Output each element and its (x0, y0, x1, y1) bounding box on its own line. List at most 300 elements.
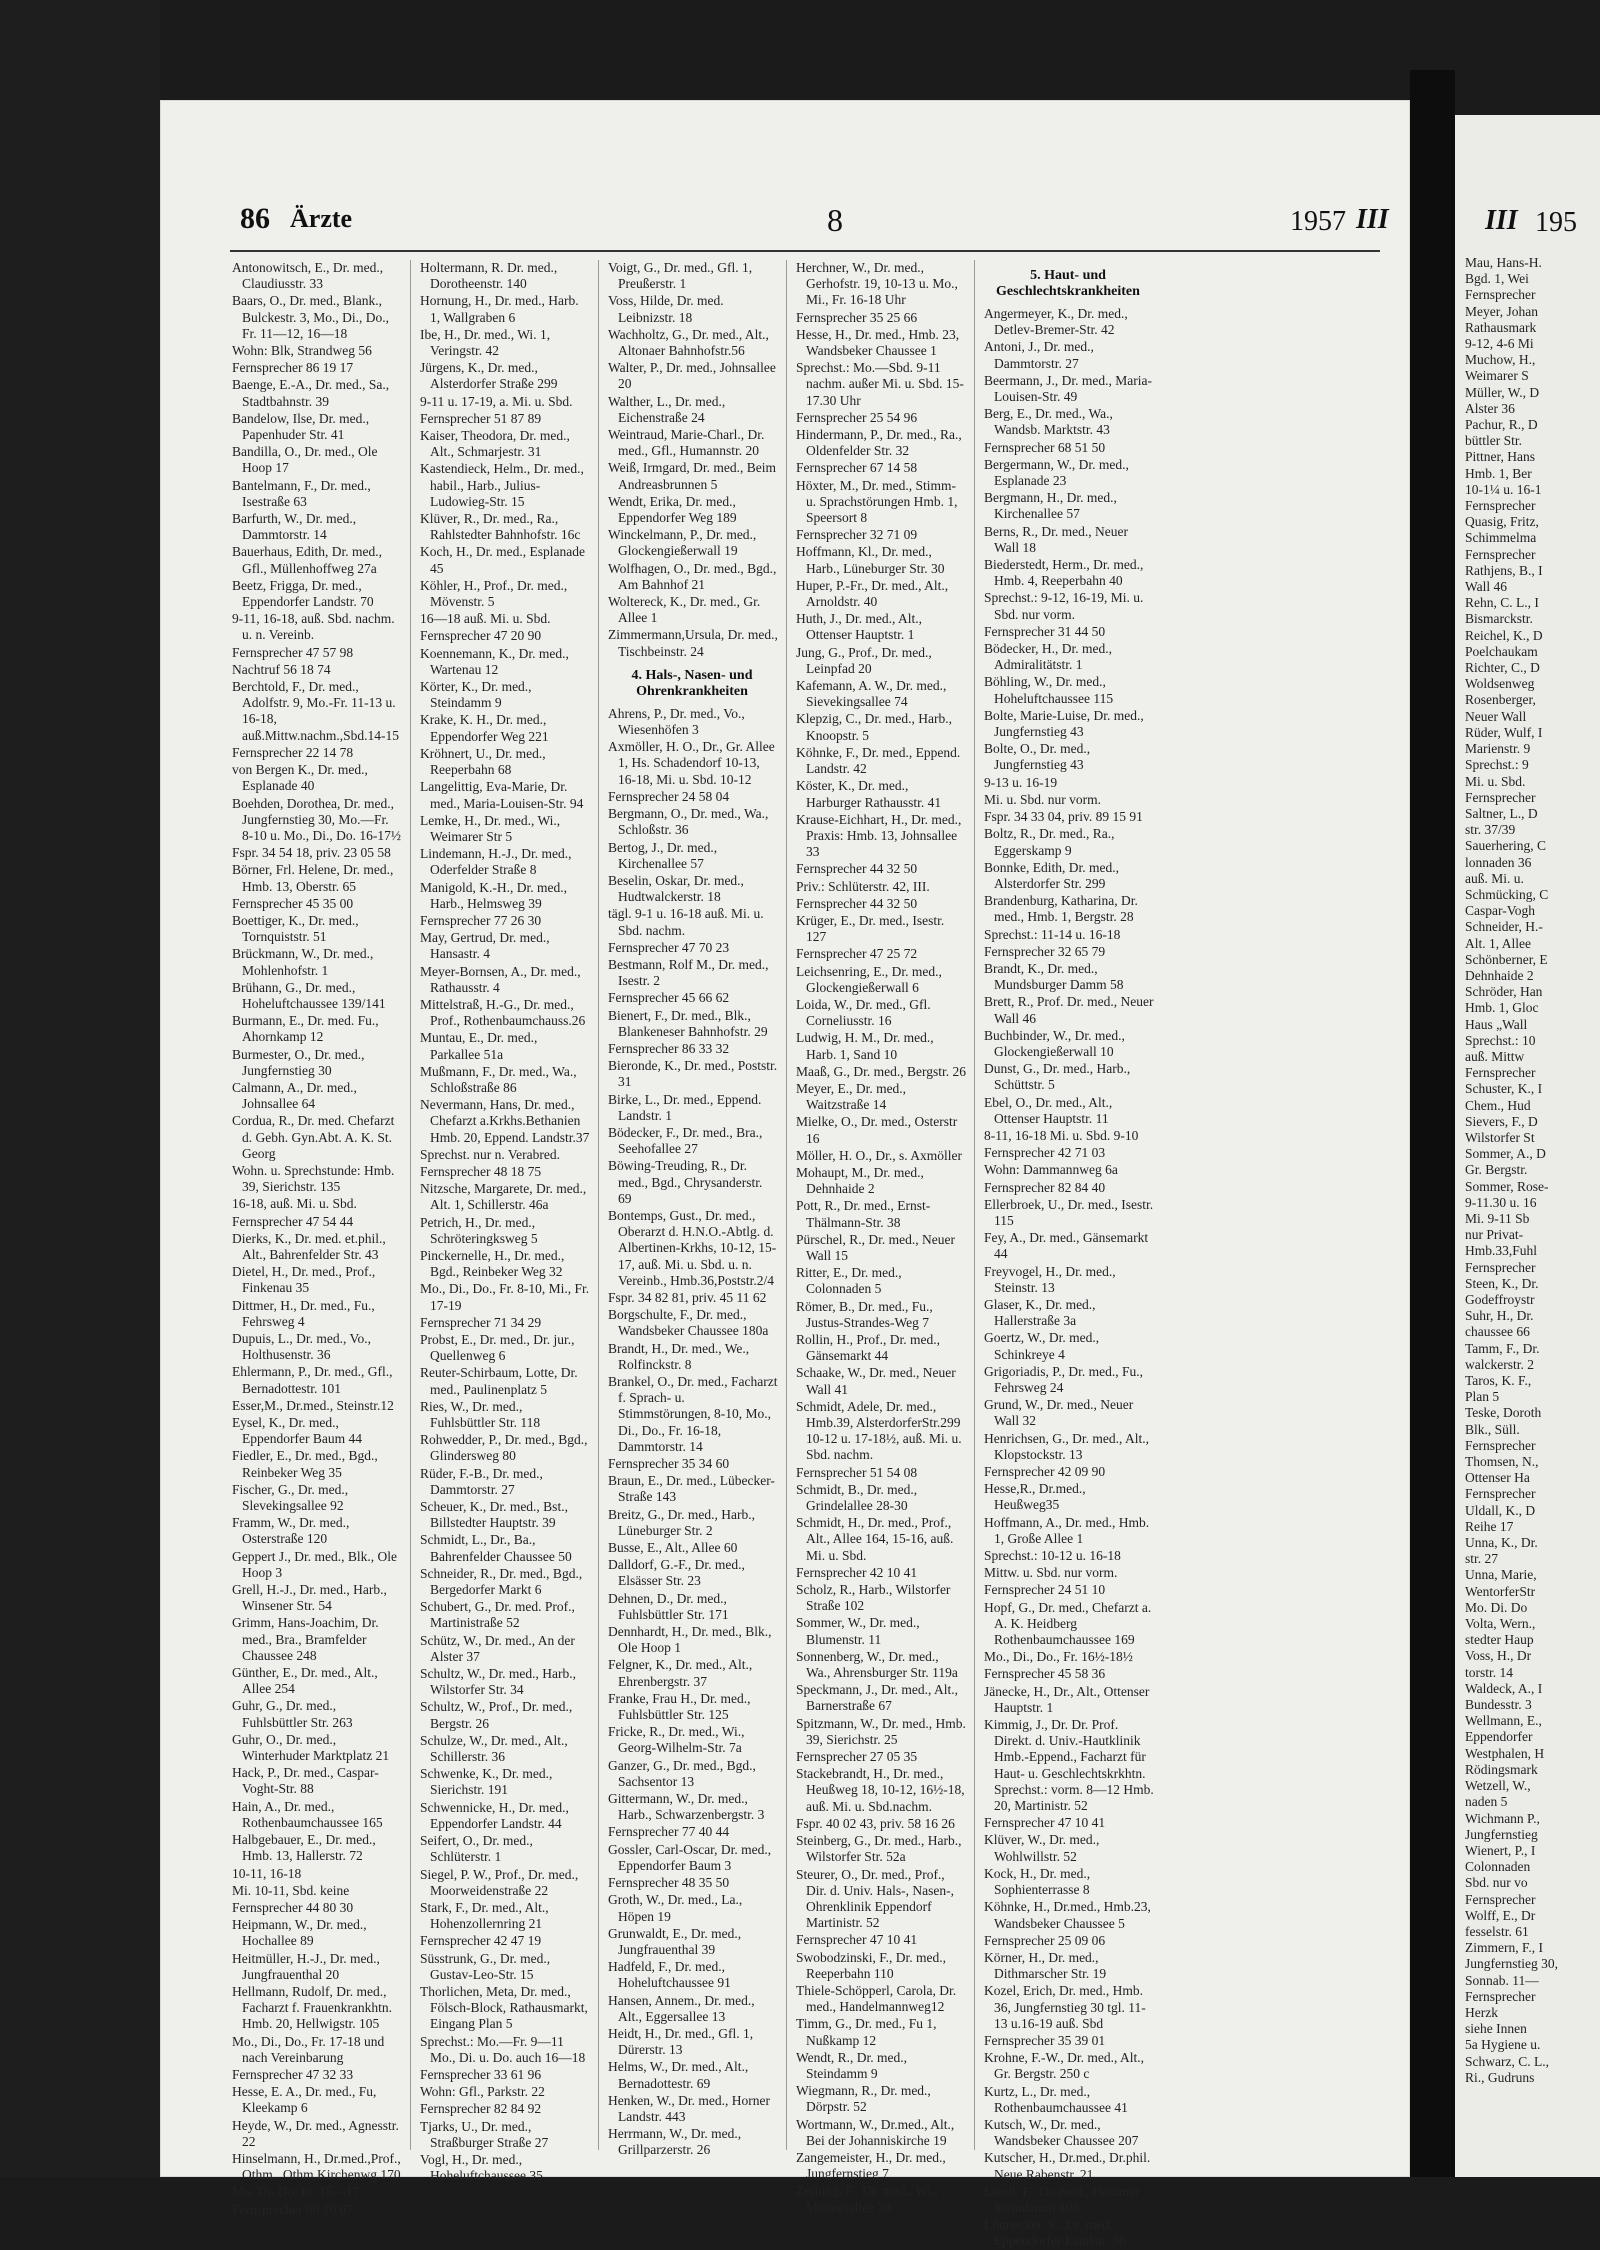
directory-entry: Klüver, W., Dr. med., Wohlwillstr. 52 (984, 1832, 1100, 1864)
directory-entry: Bauerhaus, Edith, Dr. med., Gfl., Müllenhoffweg 27a (232, 544, 382, 576)
directory-entry: Voigt, G., Dr. med., Gfl. 1, Preußerstr. 1 (608, 260, 753, 292)
directory-entry: Bergmann, O., Dr. med., Wa., Schloßstr. 36 (608, 806, 769, 838)
directory-entry: Timm, G., Dr. med., Fu 1, Nußkamp 12 (796, 2016, 937, 2048)
directory-entry: Fernsprecher 89 10 07 (232, 2201, 354, 2217)
next-page-entry: Fernsprecher (1465, 287, 1536, 303)
next-page-entry: Schuster, K., I (1465, 1081, 1543, 1097)
directory-entry: Busse, E., Alt., Allee 60 (608, 1540, 738, 1556)
directory-entry: Wiegmann, R., Dr. med., Dörpstr. 52 (796, 2083, 931, 2115)
directory-entry: Dupuis, L., Dr. med., Vo., Holthusenstr. 36 (232, 1331, 372, 1363)
volume-label: III (1356, 204, 1389, 235)
directory-entry: Fernsprecher 42 47 19 (420, 1933, 542, 1949)
next-page-entry: Saltner, L., D (1465, 805, 1538, 821)
directory-entry: Fernsprecher 45 66 62 (608, 990, 730, 1006)
directory-entry: 16—18 auß. Mi. u. Sbd. (420, 611, 551, 627)
directory-entry: Bontemps, Gust., Dr. med., Oberarzt d. H.N.O.-Abtlg. d. Albertinen-Krkhs, 10-12, 15-17, auß. Mi. u. Sbd. u. n. Vereinb., Hmb.36,Poststr.2/4 (608, 1207, 777, 1288)
next-page-entry: Uldall, K., D (1465, 1502, 1536, 1518)
directory-entry: Glaser, K., Dr. med., Hallerstraße 3a (984, 1296, 1096, 1329)
next-page-entry: Mi. 9-11 Sb (1465, 1210, 1530, 1226)
directory-entry: Gossler, Carl-Oscar, Dr. med., Eppendorfer Baum 3 (608, 1841, 772, 1873)
directory-entry: Meyer, E., Dr. med., Waitzstraße 14 (796, 1080, 907, 1113)
directory-entry: Jung, G., Prof., Dr. med., Leinpfad 20 (796, 644, 932, 676)
directory-entry: Fischer, G., Dr. med., Slevekingsallee 92 (232, 1481, 349, 1514)
directory-entry: Hellmann, Rudolf, Dr. med., Facharzt f. Frauenkrankhtn. Hmb. 20, Hellwigstr. 105 (232, 1983, 392, 2032)
directory-entry: Bolte, Marie-Luise, Dr. med., Jungfernstieg 43 (984, 707, 1144, 740)
directory-entry: Swobodzinski, F., Dr. med., Reeperbahn 110 (796, 1949, 947, 1981)
next-page-entry: Unna, K., Dr. (1465, 1535, 1538, 1551)
directory-entry: Fernsprecher 68 51 50 (984, 439, 1106, 455)
next-page-entry: Meyer, Johan (1465, 303, 1538, 319)
directory-entry: Mohaupt, M., Dr. med., Dehnhaide 2 (796, 1164, 924, 1197)
directory-entry: Fernsprecher 22 14 78 (232, 744, 354, 760)
directory-entry: Schmidt, B., Dr. med., Grindelallee 28-30 (796, 1481, 918, 1514)
next-page-entry: Gr. Bergstr. (1465, 1162, 1528, 1178)
directory-entry: Wortmann, W., Dr.med., Alt., Bei der Johanniskirche 19 (796, 2116, 955, 2148)
directory-entry: Schultz, W., Prof., Dr. med., Bergstr. 26 (420, 1699, 573, 1731)
directory-entry: Fernsprecher 82 84 40 (984, 1179, 1106, 1195)
directory-entry: Körner, H., Dr. med., Dithmarscher Str. 19 (984, 1949, 1107, 1982)
directory-entry: Fiedler, E., Dr. med., Bgd., Reinbeker Weg 35 (232, 1448, 378, 1480)
directory-entry: Mo. Di. Do. Fr. 15—17 (232, 2184, 360, 2200)
next-page-entry: Sbd. nur vo (1465, 1875, 1528, 1891)
directory-entry: Fernsprecher 24 51 10 (984, 1582, 1106, 1598)
directory-entry: Fernsprecher 82 84 92 (420, 2101, 542, 2117)
directory-entry: 10-11, 16-18 (232, 1865, 302, 1881)
directory-entry: Krake, K. H., Dr. med., Eppendorfer Weg 221 (420, 712, 549, 744)
directory-entry: Braun, E., Dr. med., Lübecker-Straße 143 (608, 1473, 775, 1505)
directory-entry: Schneider, R., Dr. med., Bgd., Bergedorfer Markt 6 (420, 1565, 583, 1598)
directory-entry: Fernsprecher 77 26 30 (420, 912, 542, 928)
column-5 (982, 260, 1154, 2249)
column-4 (794, 260, 966, 2215)
directory-entry: Hansen, Annem., Dr. med., Alt., Eggersallee 13 (608, 1992, 755, 2024)
directory-entry: Bandelow, Ilse, Dr. med., Papenhuder Str. 41 (232, 410, 370, 443)
directory-entry: Grunwaldt, E., Dr. med., Jungfrauenthal 39 (608, 1925, 742, 1957)
column-divider (974, 260, 975, 2150)
directory-entry: Brandt, H., Dr. med., We., Rolfinckstr. 8 (608, 1340, 750, 1372)
directory-entry: Burmester, O., Dr. med., Jungfernstieg 30 (232, 1046, 365, 1078)
directory-entry: Ehlermann, P., Dr. med., Gfl., Bernadottestr. 101 (232, 1364, 393, 1396)
next-page-entry: walckerstr. 2 (1465, 1356, 1534, 1372)
directory-entry: Börner, Frl. Helene, Dr. med., Hmb. 13, Oberstr. 65 (232, 862, 394, 894)
directory-entry: Rüder, F.-B., Dr. med., Dammtorstr. 27 (420, 1465, 543, 1497)
directory-entry: Mo., Di., Do., Fr. 8-10, Mi., Fr. 17-19 (420, 1281, 590, 1313)
directory-entry: Fernsprecher 47 10 41 (796, 1932, 918, 1948)
directory-entry: Berg, E., Dr. med., Wa., Wandsb. Marktstr. 43 (984, 406, 1113, 438)
next-page-entry: Mau, Hans-H. (1465, 255, 1542, 270)
directory-entry: Herrmann, W., Dr. med., Grillparzerstr. 26 (608, 2126, 742, 2158)
column-divider (598, 260, 599, 2150)
next-page-entry: Bundesstr. 3 (1465, 1697, 1532, 1713)
directory-entry: Dennhardt, H., Dr. med., Blk., Ole Hoop 1 (608, 1624, 772, 1656)
directory-entry: Wolfhagen, O., Dr. med., Bgd., Am Bahnhof 21 (608, 560, 777, 592)
next-page-entry: Schneider, H.- (1465, 919, 1543, 935)
next-page-entry: str. 37/39 (1465, 822, 1516, 838)
directory-entry: Römer, B., Dr. med., Fu., Justus-Strandes-Weg 7 (796, 1298, 933, 1330)
directory-entry: Zerning, F., Dr. med., Wi., Mannesallee 33 (796, 2183, 939, 2215)
directory-entry: Walter, P., Dr. med., Johnsallee 20 (608, 360, 776, 392)
next-page-entry: Caspar-Vogh (1465, 903, 1535, 919)
next-page-entry: Hmb.33,Fuhl (1465, 1243, 1538, 1259)
next-page-entry: chaussee 66 (1465, 1324, 1530, 1340)
directory-entry: Krause-Eichhart, H., Dr. med., Praxis: Hmb. 13, Johnsallee 33 (796, 811, 962, 860)
next-page-entry: nur Privat- (1465, 1227, 1524, 1243)
next-page-entry: Westphalen, H (1465, 1745, 1545, 1761)
directory-entry: Muntau, E., Dr. med., Parkallee 51a (420, 1030, 538, 1062)
directory-entry: Fernsprecher 42 71 03 (984, 1145, 1106, 1161)
next-page-entry: 9-11.30 u. 16 (1465, 1194, 1537, 1210)
directory-entry: Fernsprecher 51 54 08 (796, 1464, 918, 1480)
directory-entry: Baars, O., Dr. med., Blank., Bulckestr. 3, Mo., Di., Do., Fr. 11—12, 16—18 (232, 293, 389, 341)
directory-entry: Steinberg, G., Dr. med., Harb., Wilstorfer Str. 52a (796, 1833, 962, 1865)
next-page-entry: Teske, Doroth (1465, 1405, 1542, 1421)
directory-entry: Langelittig, Eva-Marie, Dr. med., Maria-Louisen-Str. 94 (420, 779, 584, 811)
directory-entry: Brühann, G., Dr. med., Hoheluftchaussee 139/141 (232, 979, 386, 1011)
directory-entry: Schwenke, K., Dr. med., Sierichstr. 191 (420, 1766, 553, 1798)
directory-entry: Sprechst.: Mo.—Sbd. 9-11 nachm. außer Mi. u. Sbd. 15-17.30 Uhr (796, 360, 964, 408)
directory-entry: May, Gertrud, Dr. med., Hansastr. 4 (420, 930, 550, 962)
directory-entry: Winckelmann, P., Dr. med., Glockengießerwall 19 (608, 527, 757, 559)
directory-entry: Meyer-Bornsen, A., Dr. med., Rathausstr. 4 (420, 963, 581, 995)
directory-entry: Sprechst.: 10-12 u. 16-18 (984, 1548, 1121, 1564)
directory-entry: Brückmann, W., Dr. med., Mohlenhofstr. 1 (232, 946, 374, 978)
directory-entry: Fernsprecher 25 09 06 (984, 1932, 1106, 1948)
directory-entry: Leichsenring, E., Dr. med., Glockengießerwall 6 (796, 963, 942, 995)
directory-entry: Brandt, K., Dr. med., Mundsburger Damm 58 (984, 960, 1124, 993)
directory-entry: Bestmann, Rolf M., Dr. med., Isestr. 2 (608, 956, 769, 989)
directory-entry: Dierks, K., Dr. med. et.phil., Alt., Bahrenfelder Str. 43 (232, 1230, 386, 1262)
directory-entry: Heidt, H., Dr. med., Gfl. 1, Dürerstr. 13 (608, 2025, 754, 2058)
next-page-entry: Suhr, H., Dr. (1465, 1308, 1534, 1324)
directory-entry: Ganzer, G., Dr. med., Bgd., Sachsentor 13 (608, 1757, 756, 1789)
directory-entry: Fernsprecher 33 61 96 (420, 2066, 542, 2082)
next-page-entry: lonnaden 36 (1465, 854, 1532, 870)
next-page-entry: Jungfernstieg (1465, 1826, 1538, 1842)
directory-entry: Fspr. 34 82 81, priv. 45 11 62 (608, 1289, 767, 1305)
next-page-entry: Bgd. 1, Wei (1465, 271, 1529, 287)
next-page-entry: Haus „Wall (1465, 1016, 1528, 1032)
next-page-entry: Fernsprecher (1465, 498, 1536, 514)
directory-entry: Loida, W., Dr. med., Gfl. Corneliusstr. 16 (796, 996, 931, 1029)
directory-entry: Hoffmann, A., Dr. med., Hmb. 1, Große Allee 1 (984, 1514, 1150, 1546)
next-page-volume: III (1485, 205, 1518, 236)
directory-entry: Maaß, G., Dr. med., Bergstr. 26 (796, 1063, 966, 1079)
next-page-entry: Sommer, Rose- (1465, 1178, 1549, 1194)
directory-entry: Lindemann, H.-J., Dr. med., Oderfelder Straße 8 (420, 846, 572, 878)
next-page-entry: Sonnab. 11— (1465, 1972, 1539, 1988)
directory-entry: 8-11, 16-18 Mi. u. Sbd. 9-10 (984, 1127, 1139, 1143)
directory-entry: Scheuer, K., Dr. med., Bst., Billstedter Hauptstr. 39 (420, 1499, 568, 1531)
directory-entry: Hesse, E. A., Dr. med., Fu, Kleekamp 6 (232, 2084, 377, 2116)
next-page-edge (1455, 115, 1600, 2177)
directory-entry: Ibe, H., Dr. med., Wi. 1, Veringstr. 42 (420, 326, 551, 359)
directory-entry: Sprechst. nur n. Verabred. (420, 1146, 560, 1162)
next-page-entry: Colonnaden (1465, 1859, 1531, 1875)
directory-entry: Fernsprecher 24 58 04 (608, 788, 730, 804)
directory-entry: Dunst, G., Dr. med., Harb., Schüttstr. 5 (984, 1061, 1131, 1093)
next-page-entry: Jungfernstieg 30, (1465, 1956, 1558, 1972)
directory-entry: Heyde, W., Dr. med., Agnesstr. 22 (232, 2117, 399, 2149)
directory-entry: Fernsprecher 47 10 41 (984, 1815, 1106, 1831)
directory-entry: 9-13 u. 16-19 (984, 774, 1058, 790)
directory-entry: Esser,M., Dr.med., Steinstr.12 (232, 1397, 394, 1413)
directory-entry: Wendt, Erika, Dr. med., Eppendorfer Weg 189 (608, 493, 737, 526)
next-page-entry: 9-12, 4-6 Mi (1465, 336, 1534, 352)
next-page-entry: büttler Str. (1465, 433, 1522, 449)
next-page-entry: Poelchaukam (1465, 643, 1538, 659)
directory-entry: Hadfeld, F., Dr. med., Hoheluftchaussee 91 (608, 1959, 731, 1991)
next-page-entry: Fernsprecher (1465, 789, 1536, 805)
next-page-entry: Mo. Di. Do (1465, 1599, 1528, 1615)
next-page-entry: Dehnhaide 2 (1465, 967, 1534, 983)
directory-entry: Landt, F., Dr. med., Hammer Steindamm 106 (984, 2183, 1140, 2215)
directory-entry: Mi. u. Sbd. nur vorm. (984, 791, 1102, 807)
column-2 (418, 260, 590, 2184)
next-page-entry: Schröder, Han (1465, 984, 1543, 1000)
directory-entry: Burmann, E., Dr. med. Fu., Ahornkamp 12 (232, 1013, 379, 1045)
directory-entry: Fspr. 34 54 18, priv. 23 05 58 (232, 845, 391, 861)
next-page-entry: Ri., Gudruns (1465, 2069, 1535, 2085)
directory-entry: Mußmann, F., Dr. med., Wa., Schloßstraße 86 (420, 1063, 577, 1095)
directory-entry: Sprechst.: Mo.—Fr. 9—11 Mo., Di. u. Do. auch 16—18 (420, 2033, 586, 2065)
directory-entry: Beetz, Frigga, Dr. med., Eppendorfer Landstr. 70 (232, 577, 374, 610)
directory-entry: Koennemann, K., Dr. med., Wartenau 12 (420, 645, 569, 677)
column-3 (606, 260, 778, 2160)
directory-entry: Nitzsche, Margarete, Dr. med., Alt. 1, Schillerstr. 46a (420, 1181, 587, 1213)
directory-entry: Heitmüller, H.-J., Dr. med., Jungfrauenthal 20 (232, 1950, 380, 1982)
next-page-entry: Quasig, Fritz, (1465, 514, 1539, 530)
directory-entry: Fernsprecher 77 40 44 (608, 1824, 730, 1840)
directory-entry: Mi. 10-11, Sbd. keine (232, 1882, 350, 1898)
directory-entry: Sprechst.: 11-14 u. 16-18 (984, 926, 1121, 942)
directory-entry: Fernsprecher 48 18 75 (420, 1163, 542, 1179)
book-gutter (1410, 70, 1455, 2177)
directory-entry: Fernsprecher 86 19 17 (232, 360, 354, 376)
directory-entry: Fernsprecher 35 25 66 (796, 309, 918, 325)
directory-entry: Sprechst.: 9-12, 16-19, Mi. u. Sbd. nur vorm. (984, 590, 1144, 622)
directory-entry: Sommer, W., Dr. med., Blumenstr. 11 (796, 1615, 920, 1647)
directory-entry: Ludwig, H. M., Dr. med., Harb. 1, Sand 10 (796, 1030, 934, 1062)
directory-entry: Dietel, H., Dr. med., Prof., Finkenau 35 (232, 1264, 376, 1296)
column-divider (410, 260, 411, 2150)
directory-entry: Berns, R., Dr. med., Neuer Wall 18 (984, 523, 1128, 555)
next-page-entry: Pittner, Hans (1465, 449, 1535, 465)
directory-entry: Fernsprecher 31 44 50 (984, 623, 1106, 639)
column-divider (786, 260, 787, 2150)
next-page-entry: Hmb. 1, Ber (1465, 465, 1532, 481)
directory-entry: Mo., Di., Do., Fr. 17-18 und nach Vereinbarung (232, 2033, 385, 2065)
directory-entry: Buchbinder, W., Dr. med., Glockengießerwall 10 (984, 1027, 1125, 1059)
directory-entry: Pinckernelle, H., Dr. med., Bgd., Reinbeker Weg 32 (420, 1247, 565, 1280)
directory-entry: Schütz, W., Dr. med., An der Alster 37 (420, 1632, 575, 1664)
directory-entry: Fernsprecher 47 32 33 (232, 2066, 354, 2082)
directory-entry: Rollin, H., Prof., Dr. med., Gänsemarkt 44 (796, 1332, 940, 1364)
directory-entry: Franke, Frau H., Dr. med., Fuhlsbüttler Str. 125 (608, 1690, 751, 1723)
next-page-entry: Chem., Hud (1465, 1097, 1531, 1113)
directory-entry: Kutscher, H., Dr.med., Dr.phil. Neue Rabenstr. 21 (984, 2150, 1151, 2182)
next-page-entry: Fernsprecher (1465, 1486, 1536, 1502)
directory-entry: Baenge, E.-A., Dr. med., Sa., Stadtbahnstr. 39 (232, 377, 390, 409)
directory-entry: Sonnenberg, W., Dr. med., Wa., Ahrensburger Str. 119a (796, 1648, 958, 1681)
directory-entry: Kröhnert, U., Dr. med., Reeperbahn 68 (420, 745, 546, 778)
next-page-entry: Wolff, E., Dr (1465, 1907, 1536, 1923)
directory-entry: Brett, R., Prof. Dr. med., Neuer Wall 46 (984, 994, 1154, 1026)
directory-entry: Guhr, G., Dr. med., Fuhlsbüttler Str. 263 (232, 1698, 353, 1730)
directory-entry: Eysel, K., Dr. med., Eppendorfer Baum 44 (232, 1415, 362, 1447)
directory-entry: Henken, W., Dr. med., Horner Landstr. 443 (608, 2092, 770, 2124)
directory-entry: Schmidt, L., Dr., Ba., Bahrenfelder Chaussee 50 (420, 1532, 572, 1564)
directory-entry: Lönnecker, S., Dr. med., Eppendorfer Landstr. 36 (984, 2217, 1126, 2249)
directory-entry: Hesse,R., Dr.med., Heußweg35 (984, 1481, 1086, 1513)
directory-entry: Krüger, E., Dr. med., Isestr. 127 (796, 912, 945, 945)
directory-entry: Helms, W., Dr. med., Alt., Bernadottestr. 69 (608, 2059, 749, 2091)
directory-entry: Reuter-Schirbaum, Lotte, Dr. med., Paulinenplatz 5 (420, 1365, 578, 1397)
directory-entry: Antonowitsch, E., Dr. med., Claudiusstr. 33 (232, 260, 384, 292)
directory-entry: Zimmermann,Ursula, Dr. med., Tischbeinstr. 24 (608, 627, 778, 659)
next-page-entry: Fernsprecher (1465, 1988, 1536, 2004)
next-page-entry: Fernsprecher (1465, 1259, 1536, 1275)
next-page-entry: Sommer, A., D (1465, 1146, 1546, 1162)
next-page-entry: Rehn, C. L., I (1465, 595, 1539, 611)
next-page-entry: Thomsen, N., (1465, 1454, 1539, 1470)
directory-entry: Fspr. 34 33 04, priv. 89 15 91 (984, 809, 1143, 825)
directory-entry: Bergermann, W., Dr. med., Esplanade 23 (984, 456, 1129, 489)
directory-entry: Bödecker, F., Dr. med., Bra., Seehofallee 27 (608, 1124, 763, 1157)
directory-entry: Thiele-Schöpperl, Carola, Dr. med., Handelmannweg12 (796, 1982, 957, 2015)
next-page-entry: Voss, H., Dr (1465, 1648, 1532, 1664)
directory-entry: Bertog, J., Dr. med., Kirchenallee 57 (608, 839, 718, 871)
directory-entry: Calmann, A., Dr. med., Johnsallee 64 (232, 1079, 357, 1112)
next-page-entry: WentorferStr (1465, 1583, 1536, 1599)
next-page-entry: auß. Mi. u. (1465, 870, 1524, 886)
directory-entry: Bieronde, K., Dr. med., Poststr. 31 (608, 1058, 778, 1090)
directory-entry: Hoffmann, Kl., Dr. med., Harb., Lüneburger Str. 30 (796, 544, 945, 576)
next-page-entry: Mi. u. Sbd. (1465, 773, 1526, 789)
directory-entry: Jänecke, H., Dr., Alt., Ottenser Hauptstr. 1 (984, 1683, 1150, 1715)
directory-entry: Fernsprecher 35 39 01 (984, 2032, 1106, 2048)
next-page-entry: Plan 5 (1465, 1389, 1500, 1405)
next-page-entry: Weimarer S (1465, 368, 1529, 384)
directory-entry: Ries, W., Dr. med., Fuhlsbüttler Str. 118 (420, 1398, 541, 1431)
directory-entry: Kafemann, A. W., Dr. med., Sievekingsallee 74 (796, 678, 947, 710)
directory-entry: Boltz, R., Dr. med., Ra., Eggerskamp 9 (984, 826, 1115, 858)
next-page-entry: Wilstorfer St (1465, 1129, 1535, 1145)
next-page-entry: torstr. 14 (1465, 1664, 1514, 1680)
directory-entry: Pürschel, R., Dr. med., Neuer Wall 15 (796, 1231, 955, 1263)
directory-entry: Kutsch, W., Dr. med., Wandsbeker Chaussee 207 (984, 2116, 1139, 2149)
directory-entry: Jürgens, K., Dr. med., Alsterdorfer Straße 299 (420, 360, 558, 392)
next-page-entry: Zimmern, F., I (1465, 1940, 1544, 1956)
directory-entry: Huth, J., Dr. med., Alt., Ottenser Hauptstr. 1 (796, 611, 923, 643)
directory-entry: Scholz, R., Harb., Wilstorfer Straße 102 (796, 1582, 951, 1614)
next-page-entry: Schimmelma (1465, 530, 1537, 546)
section-number: 8 (827, 202, 843, 238)
next-page-entry: Schwarz, C. L., (1465, 2053, 1549, 2069)
directory-entry: Stark, F., Dr. med., Alt., Hohenzollernring 21 (420, 1899, 549, 1932)
directory-entry: Spitzmann, W., Dr. med., Hmb. 39, Sierichstr. 25 (796, 1715, 966, 1747)
directory-entry: Kimmig, J., Dr. Dr. Prof. Direkt. d. Univ.-Hautklinik Hmb.-Eppend., Facharzt für Haut- u. Geschlechtskrkhtn. Sprechst.: vorm. 8—12 Hmb. 20, Martinistr. 52 (984, 1717, 1154, 1814)
directory-entry: Herchner, W., Dr. med., Gerhofstr. 19, 10-13 u. Mo., Mi., Fr. 16-18 Uhr (796, 260, 958, 308)
next-page-entry: Rödingsmark (1465, 1761, 1538, 1777)
directory-entry: Fspr. 40 02 43, priv. 58 16 26 (796, 1815, 955, 1831)
directory-entry: Rohwedder, P., Dr. med., Bgd., Glindersweg 80 (420, 1432, 588, 1464)
directory-entry: Grund, W., Dr. med., Neuer Wall 32 (984, 1397, 1134, 1429)
directory-entry: Hain, A., Dr. med., Rothenbaumchaussee 165 (232, 1798, 383, 1830)
directory-entry: Fernsprecher 44 32 50 (796, 895, 918, 911)
next-page-entry: str. 27 (1465, 1551, 1499, 1567)
next-page-entry: Richter, C., D (1465, 660, 1540, 676)
directory-entry: Fey, A., Dr. med., Gänsemarkt 44 (984, 1230, 1149, 1262)
directory-entry: Steurer, O., Dr. med., Prof., Dir. d. Univ. Hals-, Nasen-, Ohrenklinik Eppendorf Martinistr. 52 (796, 1866, 954, 1931)
directory-entry: Walther, L., Dr. med., Eichenstraße 24 (608, 393, 726, 425)
directory-entry: Böhling, W., Dr. med., Hoheluftchaussee 115 (984, 674, 1114, 706)
directory-entry: Ahrens, P., Dr. med., Vo., Wiesenhöfen 3 (608, 705, 745, 738)
directory-entry: Geppert J., Dr. med., Blk., Ole Hoop 3 (232, 1548, 397, 1580)
next-page-entry: Alster 36 (1465, 400, 1515, 416)
directory-entry: Barfurth, W., Dr. med., Dammtorstr. 14 (232, 511, 357, 543)
directory-entry: Angermeyer, K., Dr. med., Detlev-Bremer-Str. 42 (984, 306, 1128, 338)
directory-entry: Fernsprecher 86 33 32 (608, 1040, 730, 1056)
directory-entry: Klüver, R., Dr. med., Ra., Rahlstedter Bahnhofstr. 16c (420, 511, 581, 543)
directory-entry: Hinselmann, H., Dr.med.,Prof., Othm., Othm.Kirchenwg.170 (232, 2150, 401, 2183)
next-page-entry: Sprechst.: 9 (1465, 757, 1529, 773)
directory-entry: Fernsprecher 44 32 50 (796, 861, 918, 877)
directory-entry: Schultz, W., Dr. med., Harb., Wilstorfer Str. 34 (420, 1666, 576, 1698)
directory-entry: Antoni, J., Dr. med., Dammtorstr. 27 (984, 339, 1094, 371)
next-page-entry: Reihe 17 (1465, 1518, 1514, 1534)
directory-entry: Köhler, H., Prof., Dr. med., Mövenstr. 5 (420, 577, 568, 610)
directory-entry: Mittw. u. Sbd. nur vorm. (984, 1565, 1118, 1581)
directory-entry: Fernsprecher 47 70 23 (608, 939, 730, 955)
directory-entry: Probst, E., Dr. med., Dr. jur., Quellenweg 6 (420, 1332, 575, 1364)
directory-entry: Dehnen, D., Dr. med., Fuhlsbüttler Str. 171 (608, 1590, 729, 1622)
directory-entry: Vogl, H., Dr. med., Hoheluftchaussee 35 (420, 2151, 543, 2184)
directory-entry: Koch, H., Dr. med., Esplanade 45 (420, 544, 585, 576)
directory-entry: Fernsprecher 67 14 58 (796, 460, 918, 476)
directory-entry: Tjarks, U., Dr. med., Straßburger Straße 27 (420, 2118, 549, 2150)
section-heading: 5. Haut- und Geschlechtskrankheiten (996, 268, 1140, 299)
next-page-entry: Godeffroystr (1465, 1292, 1535, 1307)
directory-entry: Bantelmann, F., Dr. med., Isestraße 63 (232, 477, 371, 509)
next-page-entry: Steen, K., Dr. (1465, 1275, 1539, 1291)
next-page-entry: Muchow, H., (1465, 352, 1536, 368)
next-page-entry: Wall 46 (1465, 579, 1508, 595)
directory-entry: Nevermann, Hans, Dr. med., Chefarzt a.Krkhs.Bethanien Hmb. 20, Eppend. Landstr.37 (420, 1097, 590, 1145)
next-page-entry: Bismarckstr. (1465, 611, 1533, 627)
directory-entry: Priv.: Schlüterstr. 42, III. (796, 878, 930, 894)
directory-entry: Mo., Di., Do., Fr. 16½-18½ (984, 1649, 1133, 1665)
next-page-entry: Alt. 1, Allee (1465, 935, 1531, 951)
directory-entry: Voss, Hilde, Dr. med. Leibnizstr. 18 (608, 293, 724, 325)
directory-entry: Fernsprecher 35 34 60 (608, 1456, 730, 1472)
next-page-entry: Pachur, R., D (1465, 417, 1538, 433)
directory-entry: Fernsprecher 42 09 90 (984, 1464, 1106, 1480)
directory-entry: Möller, H. O., Dr., s. Axmöller (796, 1147, 962, 1163)
directory-entry: Biederstedt, Herm., Dr. med., Hmb. 4, Reeperbahn 40 (984, 557, 1144, 589)
directory-entry: Fernsprecher 42 10 41 (796, 1564, 918, 1580)
scan-margin-left (0, 0, 160, 2177)
directory-entry: Grigoriadis, P., Dr. med., Fu., Fehrsweg 24 (984, 1363, 1144, 1395)
directory-entry: Fernsprecher 25 54 96 (796, 409, 918, 425)
directory-entry: Fernsprecher 45 58 36 (984, 1666, 1106, 1682)
directory-entry: Bergmann, H., Dr. med., Kirchenallee 57 (984, 490, 1117, 522)
directory-entry: Huper, P.-Fr., Dr. med., Alt., Arnoldstr. 40 (796, 577, 949, 610)
next-page-entry: Sievers, F., D (1465, 1113, 1538, 1129)
directory-entry: Boehden, Dorothea, Dr. med., Jungfernstieg 30, Mo.—Fr. 8-10 u. Mo., Di., Do. 16-17½ (232, 795, 401, 843)
directory-entry: Kastendieck, Helm., Dr. med., habil., Harb., Julius-Ludowieg-Str. 15 (420, 461, 584, 509)
directory-entry: Freyvogel, H., Dr. med., Steinstr. 13 (984, 1263, 1116, 1295)
directory-entry: 9-11, 16-18, auß. Sbd. nachm. u. n. Vereinb. (232, 611, 395, 643)
